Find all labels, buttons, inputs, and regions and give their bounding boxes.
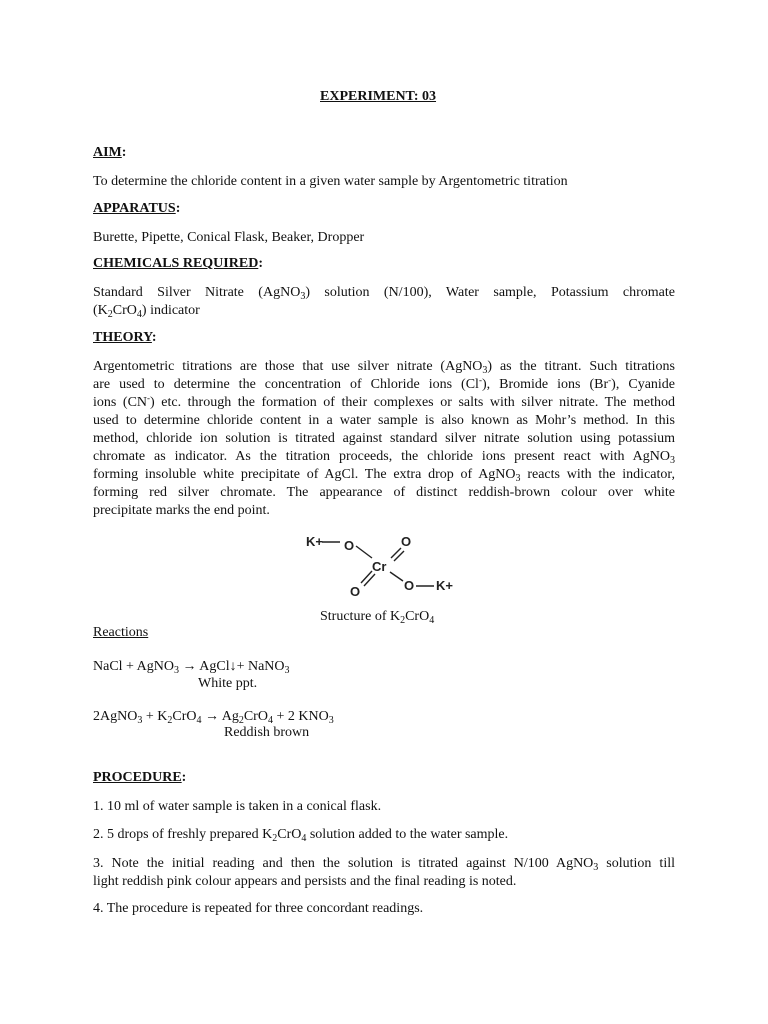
apparatus-heading-wrap: APPARATUS: bbox=[93, 201, 181, 216]
theory-line: ions (CN-) etc. through the formation of their complexes or salts with silver nitrate. The method bbox=[93, 393, 675, 410]
bond-cr-o bbox=[390, 572, 403, 581]
procedure-step: 4. The procedure is repeated for three concordant readings. bbox=[93, 901, 424, 916]
reaction-1-note: White ppt. bbox=[198, 676, 258, 691]
chemicals-heading-wrap: CHEMICALS REQUIRED: bbox=[93, 256, 263, 271]
atom-o: O bbox=[344, 538, 355, 553]
theory-heading: THEORY bbox=[93, 330, 152, 345]
reaction-2-note: Reddish brown bbox=[224, 725, 310, 740]
bond-o-cr bbox=[356, 546, 372, 558]
bond-cr-o-double bbox=[361, 571, 372, 583]
theory-line: used to determine chloride content in a water sample is also known as Mohr’s method. In this bbox=[93, 413, 675, 428]
chemicals-line-2: $(K_2CrO_4)$ indicator bbox=[93, 303, 200, 320]
procedure-step: 3. Note the initial reading and then the solution is titrated against N/100 AgNO$_3$ solution till bbox=[93, 856, 675, 873]
reaction-2-equation: 2AgNO$_3$ + $K_2CrO_4 \to Ag_2CrO_4 + 2$ $KNO_3$ bbox=[93, 709, 334, 726]
bond-cr-o-double bbox=[394, 551, 404, 561]
atom-k: K+ bbox=[306, 534, 323, 549]
procedure-heading: PROCEDURE bbox=[93, 770, 182, 785]
aim-text: To determine the chloride content in a given water sample by Argentometric titration bbox=[93, 174, 568, 189]
procedure-step: 1. 10 ml of water sample is taken in a conical flask. bbox=[93, 799, 382, 814]
atom-k: K+ bbox=[436, 578, 453, 593]
apparatus-heading: APPARATUS bbox=[93, 201, 176, 216]
theory-line: chromate as indicator. As the titration proceeds, the chloride ions present react with AgNO$_3$ bbox=[93, 449, 675, 466]
atom-o: O bbox=[350, 584, 361, 599]
atom-o: O bbox=[401, 534, 412, 549]
atom-cr: Cr bbox=[372, 559, 387, 574]
chemicals-heading: CHEMICALS REQUIRED bbox=[93, 256, 259, 271]
k2cro4-structure-diagram bbox=[300, 526, 470, 604]
procedure-heading-wrap: PROCEDURE: bbox=[93, 770, 187, 785]
reaction-1-equation: NaCl + AgNO$_3$ → AgCl↓+ NaNO$_3$ bbox=[93, 659, 290, 676]
theory-line: forming red silver chromate. The appearance of distinct reddish-brown colour over white bbox=[93, 485, 675, 500]
bond-cr-o-double bbox=[391, 548, 401, 558]
experiment-title: EXPERIMENT: 03 bbox=[320, 89, 437, 104]
theory-line: forming insoluble white precipitate of AgCl. The extra drop of AgNO$_3$ reacts with the indicator, bbox=[93, 467, 675, 484]
structure-caption: Structure of $K_2CrO_4$ bbox=[320, 609, 435, 626]
procedure-step-continued: light reddish pink colour appears and persists and the final reading is noted. bbox=[93, 874, 517, 889]
bond-cr-o-double bbox=[364, 574, 375, 586]
reactions-heading: Reactions bbox=[93, 625, 149, 640]
theory-line: are used to determine the concentration of Chloride ions (Cl-), Bromide ions (Br-), Cyanide bbox=[93, 375, 676, 392]
procedure-step: 2. 5 drops of freshly prepared $K_2CrO_4$ solution added to the water sample. bbox=[93, 827, 509, 844]
theory-heading-wrap: THEORY: bbox=[93, 330, 157, 345]
chemicals-line-1: Standard Silver Nitrate (AgNO$_3$) solution (N/100), Water sample, Potassium chromate bbox=[93, 285, 675, 302]
aim-heading: AIM bbox=[93, 145, 122, 160]
theory-line: Argentometric titrations are those that use silver nitrate (AgNO$_3$) as the titrant. Such titrations bbox=[93, 359, 675, 376]
apparatus-text: Burette, Pipette, Conical Flask, Beaker, Dropper bbox=[93, 230, 365, 245]
theory-line: precipitate marks the end point. bbox=[93, 503, 270, 518]
theory-line: method, chloride ion solution is titrated against standard silver nitrate solution using potassium bbox=[93, 431, 675, 446]
aim-heading-wrap: AIM: bbox=[93, 145, 127, 160]
atom-o: O bbox=[404, 578, 415, 593]
